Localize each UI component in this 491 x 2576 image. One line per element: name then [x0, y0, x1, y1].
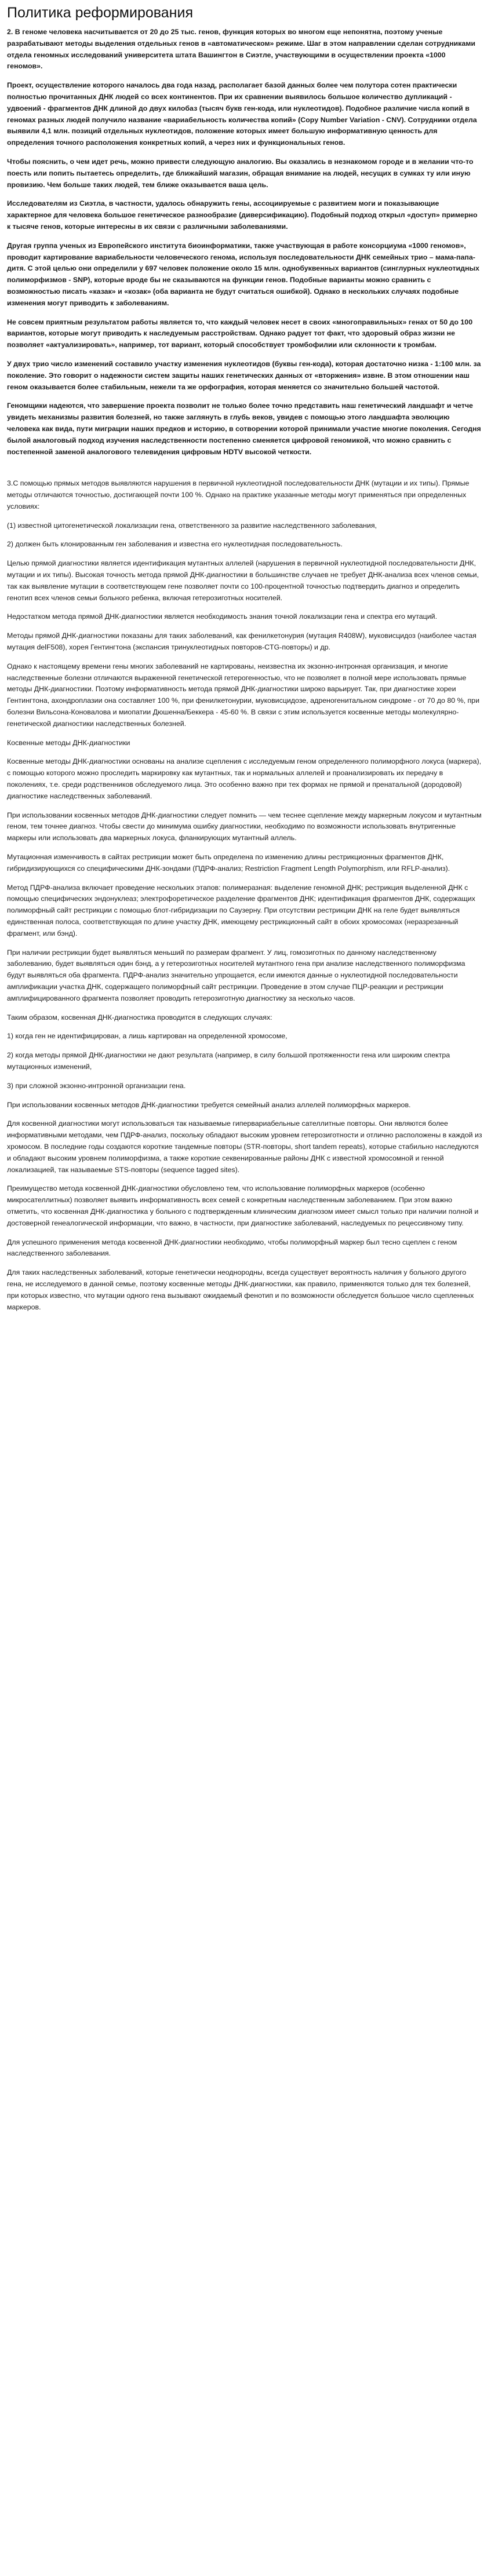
paragraph: Таким образом, косвенная ДНК-диагностика проводится в следующих случаях: [7, 1013, 272, 1021]
paragraph: Метод ПДРФ-анализа включает проведение нескольких этапов: полимеразная: выделение геномной ДНК; рестрикция выделенной ДНК с помощью специфических эндонуклеаз; электрофоретическое разделение фрагментов ДНК; идентификация фрагментов ДНК, содержащих полиморфный сайт рестрикции с помощью блот-гибридизации по Саузерну. При отсутствии рестрикции ДНК на геле будет выявляться единственная полоса, соответствующая по длине участку ДНК, имеющему рестрикционный сайт в обоих хромосомах (неразрезанный фрагмент, или бэнд). [7, 883, 475, 937]
paragraph: Косвенные методы ДНК-диагностики основаны на анализе сцепления с исследуемым геном определенного полиморфного локуса (маркера), с помощью которого можно проследить маркировку как мутантных, так и нормальных аллелей и проанализировать их передачу в поколениях, т.е. среди родственников обследуемого лица. Это особенно важно при тех формах не прямой и пренатальной (дородовой) диагностике наследственных заболеваний. [7, 757, 482, 800]
paragraph: Методы прямой ДНК-диагностики показаны для таких заболеваний, как фенилкетонурия (мутация R408W), муковисцидоз (наиболее частая мутация delF508), хорея Гентингтона (экспансия тринуклеотидных повторов-CTG-повторы) и др. [7, 632, 477, 652]
paragraph: Однако к настоящему времени гены многих заболеваний не картированы, неизвестна их экзонно-интронная организация, и многие наследственные болезни отличаются выраженной генетической гетерогенностью, что не позволяет в полной мере использовать прямые методы ДНК-диагностики. Поэтому информативность метода прямой ДНК-диагностики широко варьирует. Так, при диагностике хореи Гентингтона, ахондроплазии она составляет 100 %, при фенилкетонурии, муковисцидозе, адреногенитальном синдроме - от 70 до 80 %, при болезни Вильсона-Коновалова и миопатии Дюшенна/Беккера - 45-60 %. В связи с этим используется косвенные методы молекулярно-генетической диагностики наследственных болезней. [7, 662, 479, 728]
bold-section [7, 27, 483, 458]
paragraph: При наличии рестрикции будет выявляться меньший по размерам фрагмент. У лиц, гомозиготных по данному наследственному заболеванию, будет выявляться один бэнд, а у гетерозиготных носителей мутантного гена при анализе наследственного полиморфизма будут выявляться оба фрагмента. ПДРФ-анализ значительно упрощается, если имеются данные о нуклеотидной последовательности амплификации участка ДНК, содержащего полиморфный сайт рестрикции. Проведение в этом случае ПЦР-реакции и рестрикции амплифицированного фрагмента позволяет проводить гетерозиготную диагностику за несколько часов. [7, 948, 465, 1002]
paragraph: Для косвенной диагностики могут использоваться так называемые гипервариабельные сателлитные повторы. Они являются более информативными методами, чем ПДРФ-анализ, поскольку обладают высоким уровнем гетерозиготности и отлично расположены в каждой из хромосом. В последние годы создаются короткие тандемные повторы (STR-повторы, short tandem repeats), которые стабильно наследуются и обладают высоким уровнем полиморфизма, а также короткие секвенированные районы ДНК с известной хромосомной и генной локализацией, так называемые STS-повторы (sequence tagged sites). [7, 1119, 482, 1174]
paragraph: 2. В геноме человека насчитывается от 20 до 25 тыс. генов, функция которых во многом еще непонятна, поэтому ученые разрабатывают методы выделения отдельных генов в «автоматическом» режиме. Шаг в этом направлении сделан сотрудниками отдела геномных исследований университета штата Вашингтон в Сиэтле, участвующими в осуществлении проекта «1000 геномов». [7, 28, 476, 71]
paragraph: При использовании косвенных методов ДНК-диагностики требуется семейный анализ аллелей полиморфных маркеров. [7, 1100, 411, 1109]
paragraph: 1) когда ген не идентифицирован, а лишь картирован на определенной хромосоме, [7, 1032, 288, 1041]
paragraph: Не совсем приятным результатом работы является то, что каждый человек несет в своих «многоправильных» генах от 50 до 100 вариантов, которые могут приводить к наследуемым расстройствам. Однако радует тот факт, что здоровый образ жизни не позволяет «актуализировать», например, тот вариант, который способствует тромбофилии или склонности к тромбам. [7, 318, 473, 349]
paragraph: У двух трио число изменений составило участку изменения нуклеотидов (буквы ген-кода), которая достаточно низка - 1:100 млн. за поколение. Это говорит о надежности систем защиты наших генетических данных от «вторжения» извне. В этом отношении наш геном оказывается более стабильным, нежели та же орфография, которая меняется со значительно большей частотой. [7, 359, 481, 391]
paragraph: 2) должен быть клонированным ген заболевания и известна его нуклеотидная последовательность. [7, 540, 343, 549]
paragraph: Для успешного применения метода косвенной ДНК-диагностики необходимо, чтобы полиморфный маркер был тесно сцеплен с геном наследственного заболевания. [7, 1238, 457, 1258]
paragraph: Косвенные методы ДНК-диагностики [7, 738, 130, 747]
page-title: Политика реформирования [7, 5, 193, 21]
paragraph: При использовании косвенных методов ДНК-диагностики следует помнить — чем теснее сцепление между маркерным локусом и мутантным геном, тем точнее диагноз. Чтобы свести до минимума ошибку диагностики, необходимо по возможности использовать внутригенные маркеры или использовать два маркерных локуса, фланкирующих мутантный аллель. [7, 811, 482, 842]
normal-section [7, 478, 483, 1313]
paragraph: Для таких наследственных заболеваний, которые генетически неоднородны, всегда существует вероятность наличия у больного другого гена, не исследуемого в данной семье, поэтому косвенные методы ДНК-диагностики, как правило, применяются только для тех болезней, при которых известно, что мутации одного гена вызывают ожидаемый фенотип и по возможности обследуется большое число сцепленных маркеров. [7, 1268, 474, 1311]
paragraph: Чтобы пояснить, о чем идет речь, можно привести следующую аналогию. Вы оказались в незнакомом городе и в желании что-то поесть или попить пытаетесь определить, где ближайший магазин, обращая внимание на людей, несущих в сумках ту или иную провизию. Чем больше таких людей, тем ближе оказывается ваша цель. [7, 157, 474, 189]
section-gap [7, 465, 483, 478]
paragraph: Целью прямой диагностики является идентификация мутантных аллелей (нарушения в первичной нуклеотидной последовательности ДНК, мутации и их типы). Высокая точность метода прямой ДНК-диагностики в большинстве случаев не требует ДНК-анализа всех членов семьи, так как выявление мутации в соответствующем гене позволяет почти со 100-процентной точностью подтвердить диагноз и определить генотип всех членов семьи больного ребенка, включая гетерозиготных носителей. [7, 559, 479, 602]
paragraph: Исследователям из Сиэтла, в частности, удалось обнаружить гены, ассоциируемые с развитием моги и показывающие характерное для человека большое генетическое разнообразие (диверсификацию). Подобный подход открыл «доступ» примерно к тысяче генов, которые интересны в их связи с различными заболеваниями. [7, 199, 478, 231]
paragraph: Другая группа ученых из Европейского института биоинформатики, также участвующая в работе консорциума «1000 геномов», проводит картирование вариабельности человеческого генома, используя последовательности ДНК семейных трио – мама-папа-дитя. С этой целью они определили у 697 человек положение около 15 млн. однобуквенных вариантов (синглурных нуклеотидных полиморфизмов - SNP), которые вроде бы не сказываются на функции генов. Подобные варианты можно сравнить с возможностью писать «казак» и «козак» (оба варианта не будут считаться ошибкой). Однако в нескольких случаях подобные изменения могут приводить к заболеваниям. [7, 241, 479, 307]
paragraph: Проект, осуществление которого началось два года назад, располагает базой данных более чем полутора сотен практически полностью прочитанных ДНК людей со всех континентов. При их сравнении выявилось большое количество дупликаций - удвоений - фрагментов ДНК длиной до двух килобаз (тысяч букв ген-кода, или нуклеотидов). Подобное различие числа копий в геномах разных людей получило название «вариабельность количества копий» (Copy Number Variation - CNV). Сотрудники отдела выявили 4,1 млн. позиций отдельных нуклеотидов, положение которых имеет большую информативную ценность для определения точного расположения конкретных копий, а через них и функциональных генов. [7, 81, 477, 147]
paragraph: Геномщики надеются, что завершение проекта позволит не только более точно представить наш генетический ландшафт и четче увидеть механизмы развития болезней, но также заглянуть в глубь веков, увидев с помощью этого ландшафта эволюцию человека как вида, пути миграции наших предков и историю, в сотворении которой принимали участие многие поколения. Сегодня былой аналоговый подход изучения наследственности постепенно сменяется цифровой геномикой, что можно сравнить с постепенной заменой аналогового телевидения цифровым HDTV высокой четкости. [7, 402, 481, 456]
paragraph: 3.С помощью прямых методов выявляются нарушения в первичной нуклеотидной последовательности ДНК (мутации и их типы). Прямые методы отличаются точностью, достигающей почти 100 %. Однако на практике указанные методы могут применяться при определенных условиях: [7, 479, 470, 510]
paragraph: Мутационная изменчивость в сайтах рестрикции может быть определена по изменению длины рестрикционных фрагментов ДНК, гибридизирующихся со специфическими ДНК-зондами (ПДРФ-анализ; Restriction Fragment Length Polymorphism, или RFLP-анализ). [7, 853, 450, 873]
paragraph: 2) когда методы прямой ДНК-диагностики не дают результата (например, в силу большой протяженности гена или широким спектра мутационных изменений, [7, 1051, 450, 1071]
paragraph: (1) известной цитогенетической локализации гена, ответственного за развитие наследственного заболевания, [7, 521, 377, 530]
paragraph: 3) при сложной экзонно-интронной организации гена. [7, 1081, 186, 1090]
paragraph: Недостатком метода прямой ДНК-диагностики является необходимость знания точной локализации гена и спектра его мутаций. [7, 612, 438, 621]
paragraph: Преимущество метода косвенной ДНК-диагностики обусловлено тем, что использование полиморфных маркеров (особенно микросателлитных) позволяет выявить информативность всех семей с конкретным наследственным заболеванием. При этом важно отметить, что косвенная ДНК-диагностика у больного с подтвержденным клиническим диагнозом имеет смысл только при наличии полной и достоверной генеалогической информации, что важно, в частности, при диагностике заболеваний, наследуемых по рецессивному типу. [7, 1184, 479, 1227]
